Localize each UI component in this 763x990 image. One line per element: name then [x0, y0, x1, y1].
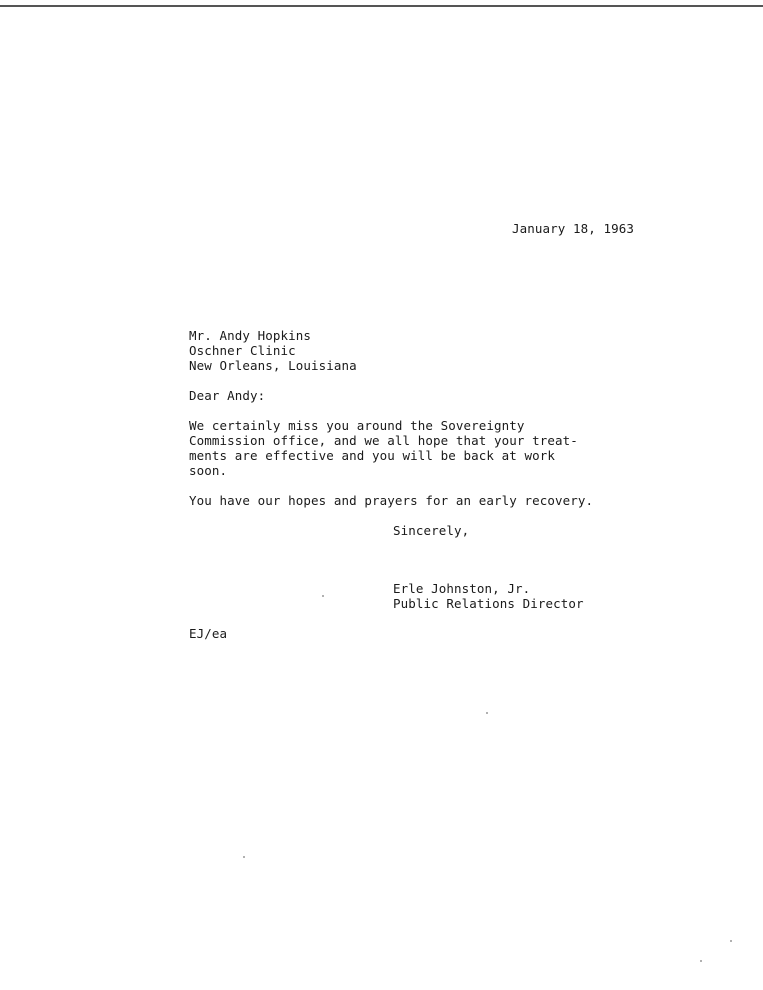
scan-speck: [700, 960, 702, 962]
paragraph-1-line-2: Commission office, and we all hope that your treat-: [189, 433, 578, 448]
scan-speck: [730, 940, 732, 942]
scan-speck: [243, 856, 245, 858]
signer-title: Public Relations Director: [393, 596, 584, 611]
scan-speck: [486, 712, 488, 714]
paragraph-1-line-1: We certainly miss you around the Sovereignty: [189, 418, 525, 433]
salutation: Dear Andy:: [189, 388, 266, 403]
recipient-line-3: New Orleans, Louisiana: [189, 358, 357, 373]
closing: Sincerely,: [393, 523, 470, 538]
paragraph-1-line-3: ments are effective and you will be back at work: [189, 448, 556, 463]
signer-name: Erle Johnston, Jr.: [393, 581, 531, 596]
page-top-edge: [0, 5, 763, 7]
paragraph-1-line-4: soon.: [189, 463, 228, 478]
scan-speck: [322, 595, 324, 597]
letter-date: January 18, 1963: [512, 221, 635, 236]
recipient-name: Mr. Andy Hopkins: [189, 328, 312, 343]
recipient-line-2: Oschner Clinic: [189, 343, 296, 358]
typist-initials: EJ/ea: [189, 626, 228, 641]
paragraph-2: You have our hopes and prayers for an early recovery.: [189, 493, 594, 508]
